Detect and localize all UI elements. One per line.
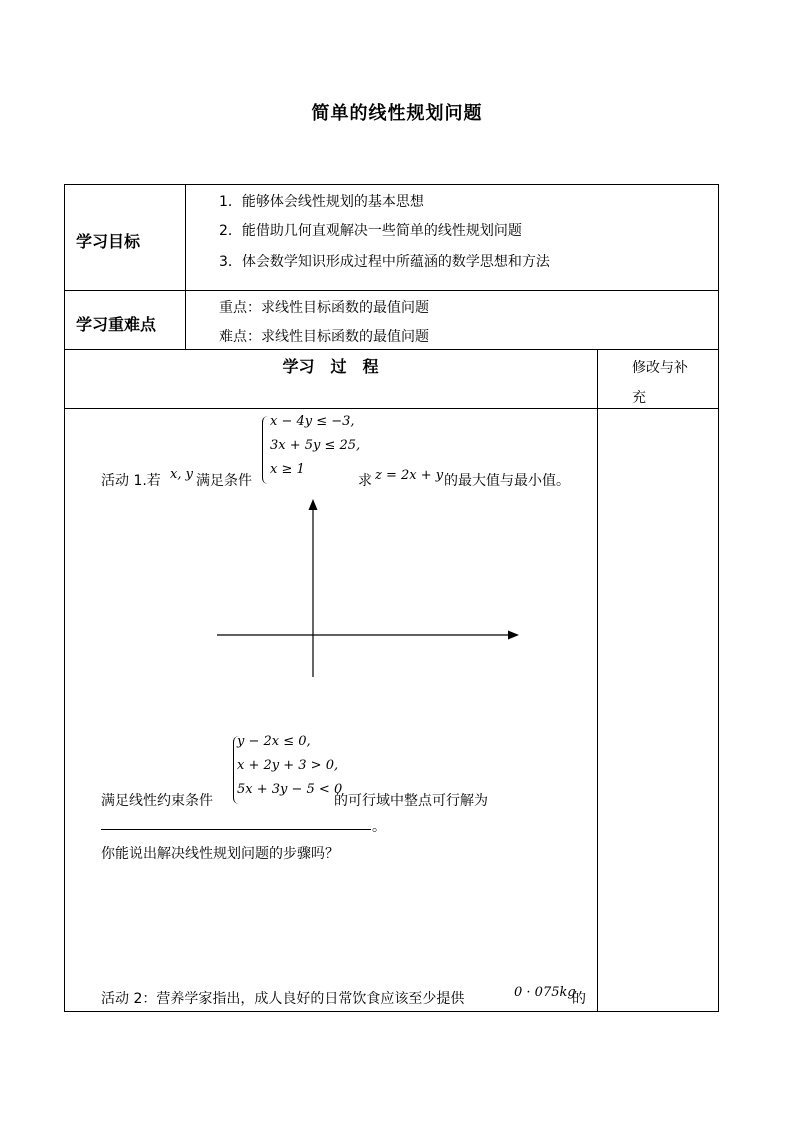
notes-header-line1: 修改与补 bbox=[632, 360, 688, 376]
table-right-border bbox=[718, 184, 719, 1012]
process-header: 学习 过 程 bbox=[282, 357, 379, 376]
activity1-objective: z = 2x + y bbox=[375, 468, 444, 483]
goal-item-3: 3．体会数学知识形成过程中所蕴涵的数学思想和方法 bbox=[219, 254, 550, 270]
difficult-point: 难点：求线性目标函数的最值问题 bbox=[219, 329, 429, 345]
table-label-column-divider bbox=[185, 184, 186, 350]
y-axis-arrow bbox=[309, 499, 318, 510]
coordinate-axes bbox=[205, 495, 525, 680]
activity1-constraint-2: 3x + 5y ≤ 25, bbox=[270, 438, 361, 453]
activity1b-question: 你能说出解决线性规划问题的步骤吗？ bbox=[101, 846, 339, 862]
activity1-system-brace bbox=[262, 416, 269, 484]
activity1b-tail: 的可行域中整点可行解为 bbox=[334, 793, 488, 809]
activity2-tail: 的 bbox=[572, 991, 586, 1007]
key-point: 重点：求线性目标函数的最值问题 bbox=[219, 300, 429, 316]
activity1-prefix: 活动 1.若 bbox=[101, 473, 161, 489]
activity1-constraint-1: x − 4y ≤ −3, bbox=[270, 414, 355, 429]
activity1-constraint-3: x ≥ 1 bbox=[270, 462, 305, 477]
table-divider-header bbox=[64, 408, 719, 409]
table-divider-focus bbox=[64, 349, 719, 350]
activity1b-end-mark: 。 bbox=[372, 819, 386, 835]
goals-label: 学习目标 bbox=[76, 232, 141, 251]
goal-item-1: 1．能够体会线性规划的基本思想 bbox=[219, 194, 424, 210]
answer-blank-line[interactable] bbox=[101, 829, 371, 830]
activity1-tail: 的最大值与最小值。 bbox=[444, 473, 570, 489]
activity2-prefix: 活动 2：营养学家指出，成人良好的日常饮食应该至少提供 bbox=[101, 991, 465, 1007]
activity1b-constraint-2: x + 2y + 3 > 0, bbox=[237, 758, 339, 773]
activity1-vars: x, y bbox=[170, 467, 193, 482]
activity1b-constraint-1: y − 2x ≤ 0, bbox=[237, 734, 311, 749]
activity1-ask: 求 bbox=[358, 473, 372, 489]
activity1-condition-text: 满足条件 bbox=[196, 473, 252, 489]
activity1b-constraint-3: 5x + 3y − 5 < 0 bbox=[237, 782, 343, 797]
table-left-border bbox=[64, 184, 65, 1012]
activity2-amount: 0 · 075kg bbox=[514, 985, 576, 1000]
table-bottom-border bbox=[64, 1011, 719, 1012]
notes-header-line2: 充 bbox=[632, 390, 646, 406]
goal-item-2: 2．能借助几何直观解决一些简单的线性规划问题 bbox=[219, 223, 522, 239]
page-title: 简单的线性规划问题 bbox=[311, 103, 483, 124]
table-top-border bbox=[64, 184, 719, 185]
activity1b-prefix: 满足线性约束条件 bbox=[101, 793, 213, 809]
table-divider-goals bbox=[64, 290, 719, 291]
x-axis-arrow bbox=[508, 631, 519, 640]
table-notes-column-divider bbox=[597, 349, 598, 1012]
focus-label: 学习重难点 bbox=[76, 315, 157, 334]
